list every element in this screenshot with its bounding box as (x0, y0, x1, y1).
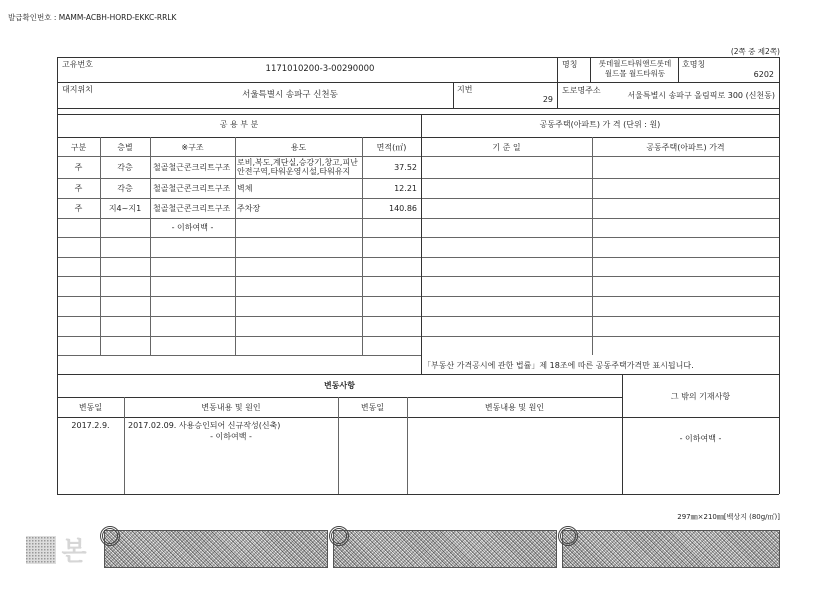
rule (453, 82, 454, 108)
location-label: 대지위치 (62, 85, 93, 94)
row-floor: 지4~지1 (108, 204, 142, 213)
rule (57, 218, 779, 219)
id-value: 1171010200-3-00290000 (265, 64, 375, 74)
rule (421, 114, 422, 374)
security-pattern (333, 530, 557, 568)
rule (57, 355, 422, 356)
corner-mark (329, 526, 349, 546)
rule (57, 494, 779, 495)
col-area: 면적(㎡) (376, 143, 407, 152)
issue-number: 발급확인번호 : MAMM-ACBH-HORD-EKKC-RRLK (8, 13, 177, 22)
rule (57, 397, 622, 398)
rule (57, 374, 779, 375)
row-floor: 각층 (117, 184, 133, 193)
rule (678, 57, 679, 82)
road-value: 서울특별시 송파구 올림픽로 300 (신천동) (627, 91, 775, 100)
id-label: 고유번호 (62, 60, 93, 69)
rule (57, 137, 779, 138)
rule (57, 156, 779, 157)
rule (557, 57, 558, 108)
security-pattern (562, 530, 780, 568)
name-value-2: 월드몰 월드타워동 (604, 69, 666, 78)
change-content: 2017.02.09. 사용승인되어 신규작성(신축) (128, 421, 281, 430)
other-title: 그 밖의 기재사항 (670, 392, 731, 401)
changes-end-mark: - 이하여백 - (210, 432, 252, 441)
rule (590, 57, 591, 82)
rule (57, 257, 779, 258)
lot-label: 지번 (457, 85, 473, 94)
rule (779, 57, 780, 494)
row-structure: 철골철근콘크리트구조 (153, 204, 231, 213)
col-change-content: 변동내용 및 원인 (201, 403, 261, 412)
price-note: 「부동산 가격공시에 관한 법률」제 18조에 따른 공동주택가격만 표시됩니다. (423, 361, 694, 370)
col-structure: ※구조 (181, 143, 204, 152)
col-base-date: 기 준 일 (492, 143, 521, 152)
rule (57, 108, 779, 109)
security-pattern (104, 530, 328, 568)
row-use-line1: 벽체 (237, 184, 253, 193)
name-value-1: 롯데월드타워앤드롯데 (598, 59, 672, 68)
col-use: 용도 (290, 143, 307, 152)
rule (57, 296, 779, 297)
col-floor: 층별 (117, 143, 133, 152)
shared-end-mark: - 이하여백 - (171, 223, 214, 232)
col-type: 구분 (70, 143, 87, 152)
page-indicator: (2쪽 중 제2쪽) (730, 47, 780, 56)
seal-char: 본 (61, 537, 87, 566)
rule (57, 114, 779, 115)
row-area: 37.52 (394, 163, 417, 172)
unit-value: 6202 (753, 70, 774, 79)
price-section-title: 공동주택(아파트) 가 격 (단위 : 원) (539, 120, 661, 129)
other-end-mark: - 이하여백 - (679, 434, 722, 443)
col-change-content-2: 변동내용 및 원인 (484, 403, 545, 412)
corner-mark (558, 526, 578, 546)
row-type: 주 (74, 184, 83, 193)
unit-label: 호명칭 (682, 60, 706, 69)
shared-section-title: 공 용 부 분 (219, 120, 259, 129)
row-structure: 철골철근콘크리트구조 (153, 163, 231, 172)
col-change-date: 변동일 (78, 403, 103, 412)
seal-image (26, 534, 92, 566)
row-type: 주 (74, 204, 83, 213)
row-use-line2: 안전구역,타워운영시설,타워유지 (237, 167, 351, 176)
rule (57, 237, 779, 238)
changes-title: 변동사항 (324, 381, 355, 390)
rule (57, 276, 779, 277)
rule (235, 137, 236, 355)
row-use-line1: 주차장 (237, 204, 261, 213)
col-price: 공동주택(아파트) 가격 (646, 143, 725, 152)
row-area: 140.86 (389, 204, 417, 213)
row-type: 주 (74, 163, 83, 172)
rule (57, 336, 779, 337)
row-structure: 철골철근콘크리트구조 (153, 184, 231, 193)
row-area: 12.21 (394, 184, 417, 193)
corner-mark (100, 526, 120, 546)
row-floor: 각층 (117, 163, 133, 172)
rule (57, 82, 779, 83)
rule (57, 178, 779, 179)
rule (150, 137, 151, 355)
rule (57, 198, 779, 199)
rule (57, 316, 779, 317)
location-value: 서울특별시 송파구 신천동 (242, 90, 338, 100)
name-label: 명칭 (562, 60, 578, 69)
change-date: 2017.2.9. (71, 421, 110, 430)
rule (57, 57, 779, 58)
rule (57, 417, 779, 418)
lot-value: 29 (542, 95, 553, 104)
col-change-date-2: 변동일 (360, 403, 385, 412)
paper-size: 297㎜×210㎜[백상지 (80g/㎡)] (677, 513, 780, 521)
row-use-line1: 로비,복도,계단실,승강기,창고,피난 (237, 158, 358, 167)
rule (592, 137, 593, 355)
road-label: 도로명주소 (562, 86, 601, 95)
